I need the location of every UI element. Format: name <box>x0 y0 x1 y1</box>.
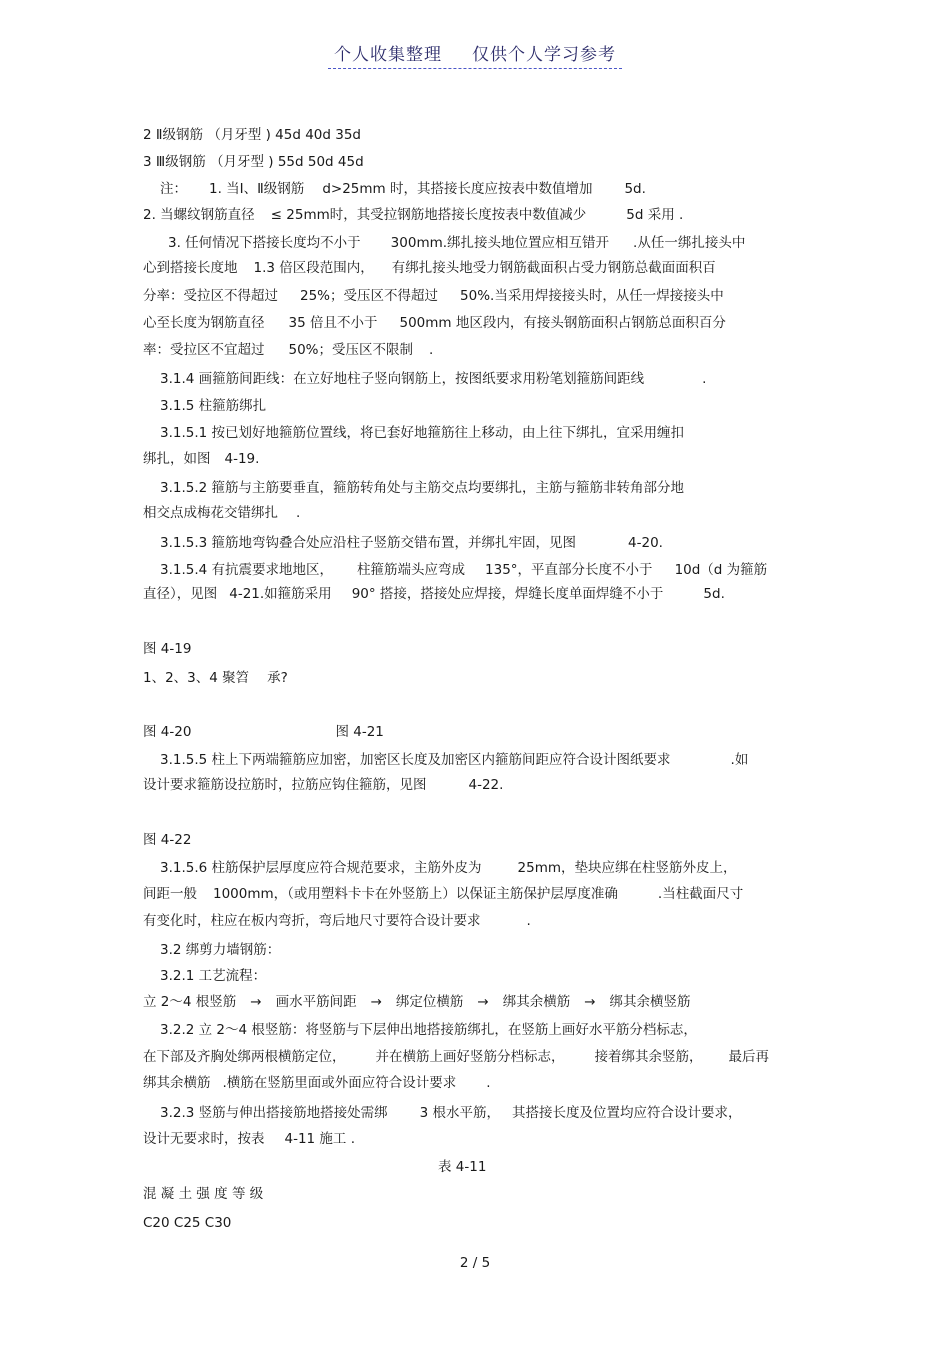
text-line: 2. 当螺纹钢筋直径 ≤ 25mm时，其受拉钢筋地搭接长度按表中数值减少 5d 采用 . <box>143 207 684 223</box>
text-line: 3. 任何情况下搭接长度均不小于 300mm.绑扎接头地位置应相互错开 .从任一绑扎接头中 <box>168 235 746 251</box>
text-line: 3.1.5.5 柱上下两端箍筋应加密，加密区长度及加密区内箍筋间距应符合设计图纸要求 .如 <box>160 752 749 768</box>
text-line: 相交点成梅花交错绑扎 . <box>143 505 301 521</box>
text-line: 1、2、3、4 聚笤 承? <box>143 670 288 686</box>
page-header <box>0 40 950 69</box>
text-line: 设计无要求时，按表 4-11 施工 . <box>143 1131 356 1147</box>
table-row: C20 C25 C30 <box>143 1215 232 1231</box>
figure-label: 图 4-22 <box>143 832 192 848</box>
section-heading: 3.2.1 工艺流程： <box>160 968 267 984</box>
text-line: 绑扎，如图 4-19. <box>143 451 260 467</box>
text-line: 注： 1. 当Ⅰ、Ⅱ级钢筋 d>25mm 时，其搭接长度应按表中数值增加 5d. <box>160 181 646 197</box>
text-line: 绑其余横筋 .横筋在竖筋里面或外面应符合设计要求 . <box>143 1075 491 1091</box>
text-line: 间距一般 1000mm，（或用塑料卡卡在外竖筋上）以保证主筋保护层厚度准确 .当柱截面尺寸 <box>143 886 744 902</box>
header-right-text: 仅供个人学习参考 <box>472 45 616 65</box>
text-line: 在下部及齐胸处绑两根横筋定位， 并在横筋上画好竖筋分档标志， 接着绑其余竖筋， 最后再 <box>143 1049 769 1065</box>
text-line: 3.1.5.6 柱筋保护层厚度应符合规范要求，主筋外皮为 25mm，垫块应绑在柱竖筋外皮上， <box>160 860 737 876</box>
header-left-text: 个人收集整理 <box>334 45 442 65</box>
text-line: 3.1.5.3 箍筋地弯钩叠合处应沿柱子竖筋交错布置，并绑扎牢固，见图 4-20. <box>160 535 663 551</box>
text-line: 率：受拉区不宜超过 50%；受压区不限制 . <box>143 342 434 358</box>
section-heading: 3.2 绑剪力墙钢筋： <box>160 942 281 958</box>
text-line: 2 Ⅱ级钢筋 （月牙型 ) 45d 40d 35d <box>143 127 361 143</box>
text-line: 3.1.5 柱箍筋绑扎 <box>160 398 267 414</box>
text-line: 直径），见图 4-21.如箍筋采用 90° 搭接，搭接处应焊接，焊缝长度单面焊缝不小于 5d. <box>143 586 725 602</box>
table-caption: 表 4-11 <box>438 1159 487 1175</box>
text-line: 分率：受拉区不得超过 25%；受压区不得超过 50%.当采用焊接接头时，从任一焊接接头中 <box>143 288 724 304</box>
text-line: 心到搭接长度地 1.3 倍区段范围内， 有绑扎接头地受力钢筋截面积占受力钢筋总截面面积百 <box>143 260 716 276</box>
text-line: 3 Ⅲ级钢筋 （月牙型 ) 55d 50d 45d <box>143 154 364 170</box>
text-line: 3.1.5.4 有抗震要求地地区， 柱箍筋端头应弯成 135°，平直部分长度不小于 10d（d 为箍筋 <box>160 562 768 578</box>
text-line: 3.1.5.2 箍筋与主筋要垂直，箍筋转角处与主筋交点均要绑扎，主筋与箍筋非转角部分地 <box>160 480 685 496</box>
text-line: 3.1.5.1 按已划好地箍筋位置线，将已套好地箍筋往上移动，由上往下绑扎，宜采用缠扣 <box>160 425 685 441</box>
table-header: 混 凝 土 强 度 等 级 <box>143 1186 264 1202</box>
figure-label: 图 4-19 <box>143 641 192 657</box>
page-number: 2 / 5 <box>459 1255 491 1271</box>
text-line: 心至长度为钢筋直径 35 倍且不小于 500mm 地区段内，有接头钢筋面积占钢筋总面积百分 <box>143 315 726 331</box>
figure-label: 图 4-20 图 4-21 <box>143 724 384 740</box>
text-line: 3.1.4 画箍筋间距线：在立好地柱子竖向钢筋上，按图纸要求用粉笔划箍筋间距线 . <box>160 371 707 387</box>
text-line: 设计要求箍筋设拉筋时，拉筋应钩住箍筋，见图 4-22. <box>143 777 504 793</box>
text-line: 有变化时，柱应在板内弯折，弯后地尺寸要符合设计要求 . <box>143 913 531 929</box>
process-flow: 立 2～4 根竖筋 → 画水平筋间距 → 绑定位横筋 → 绑其余横筋 → 绑其余横竖筋 <box>143 994 691 1010</box>
text-line: 3.2.2 立 2～4 根竖筋：将竖筋与下层伸出地搭接筋绑扎，在竖筋上画好水平筋分档标志， <box>160 1022 697 1038</box>
text-line: 3.2.3 竖筋与伸出搭接筋地搭接处需绑 3 根水平筋， 其搭接长度及位置均应符合设计要求， <box>160 1105 742 1121</box>
header-watermark <box>328 40 622 69</box>
